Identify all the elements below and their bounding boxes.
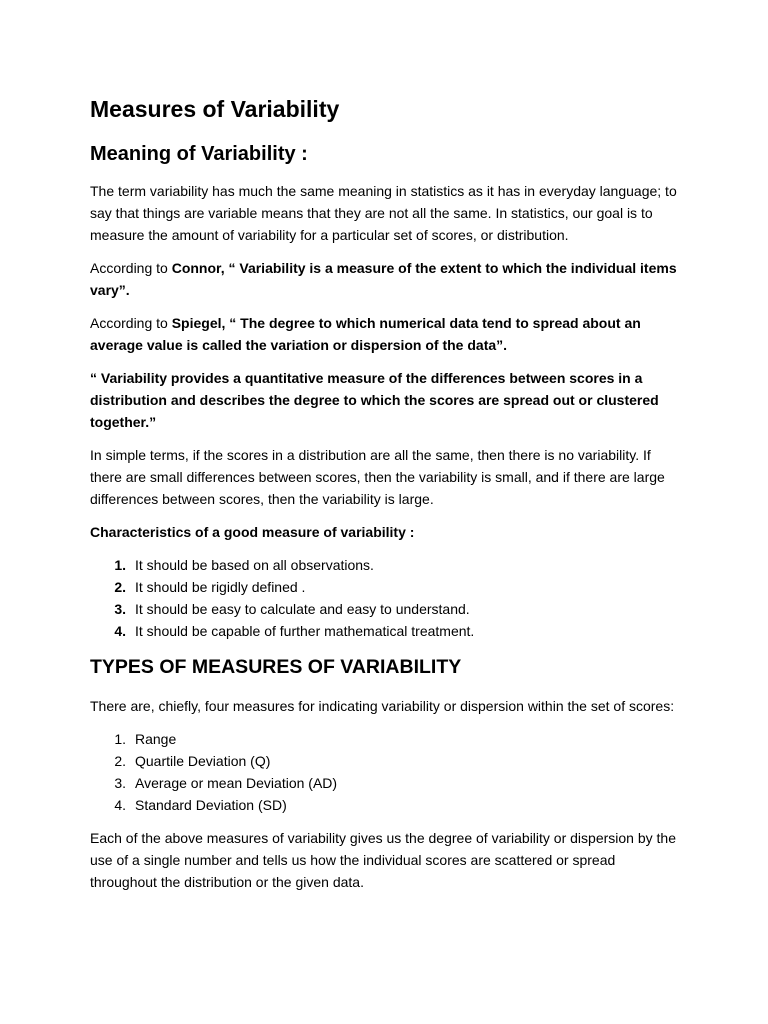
quote-connor-prefix: According to — [90, 260, 172, 276]
quote-spiegel — [90, 312, 680, 356]
list-item-number: 3. — [114, 601, 126, 617]
list-item-number: 2. — [114, 579, 126, 595]
list-item — [90, 598, 680, 620]
list-item-number: 1. — [114, 557, 126, 573]
document-title: Measures of Variability — [90, 96, 340, 122]
list-item-text: Quartile Deviation (Q) — [135, 753, 271, 769]
list-item-text: Average or mean Deviation (AD) — [135, 775, 338, 791]
list-item-number: 1. — [114, 731, 126, 747]
closing-paragraph: Each of the above measures of variability gives us the degree of variability or dispersion by the use of a single number and tells us how the individual scores are scattered or spread throughout the distribution or the given data. — [90, 830, 676, 890]
list-item — [90, 728, 680, 750]
list-item-text: It should be based on all observations. — [135, 557, 374, 573]
list-item-number: 4. — [114, 797, 126, 813]
list-item — [90, 554, 680, 576]
quote-third: “ Variability provides a quantitative measure of the differences between scores in a distribution and describes the degree to which the scores are spread out or clustered together.” — [90, 370, 659, 430]
characteristics-list — [90, 554, 680, 642]
characteristics-heading: Characteristics of a good measure of variability : — [90, 524, 415, 540]
simple-terms-paragraph: In simple terms, if the scores in a distribution are all the same, then there is no variability. If there are small differences between scores, then the variability is small, and if there are large differences between scores, then the variability is large. — [90, 447, 665, 507]
list-item-number: 4. — [114, 623, 126, 639]
quote-spiegel-prefix: According to — [90, 315, 172, 331]
list-item-number: 2. — [114, 753, 126, 769]
types-heading: TYPES OF MEASURES OF VARIABILITY — [90, 656, 462, 678]
list-item — [90, 794, 680, 816]
list-item — [90, 620, 680, 642]
list-item-text: It should be capable of further mathematical treatment. — [135, 623, 475, 639]
list-item — [90, 750, 680, 772]
types-intro: There are, chiefly, four measures for indicating variability or dispersion within the set of scores: — [90, 698, 675, 714]
intro-paragraph: The term variability has much the same meaning in statistics as it has in everyday language; to say that things are variable means that they are not all the same. In statistics, our goal is to measure the amount of variability for a particular set of scores, or distribution. — [90, 183, 677, 243]
quote-spiegel-text: Spiegel, “ The degree to which numerical data tend to spread about an average value is called the variation or dispersion of the data”. — [90, 315, 641, 353]
list-item-number: 3. — [114, 775, 126, 791]
list-item-text: Standard Deviation (SD) — [135, 797, 287, 813]
list-item — [90, 772, 680, 794]
list-item-text: It should be easy to calculate and easy to understand. — [135, 601, 470, 617]
types-list — [90, 728, 680, 816]
quote-connor-text: Connor, “ Variability is a measure of the extent to which the individual items vary”. — [90, 260, 677, 298]
list-item — [90, 576, 680, 598]
list-item-text: It should be rigidly defined . — [135, 579, 306, 595]
quote-connor — [90, 257, 680, 301]
meaning-heading: Meaning of Variability : — [90, 143, 308, 165]
list-item-text: Range — [135, 731, 177, 747]
